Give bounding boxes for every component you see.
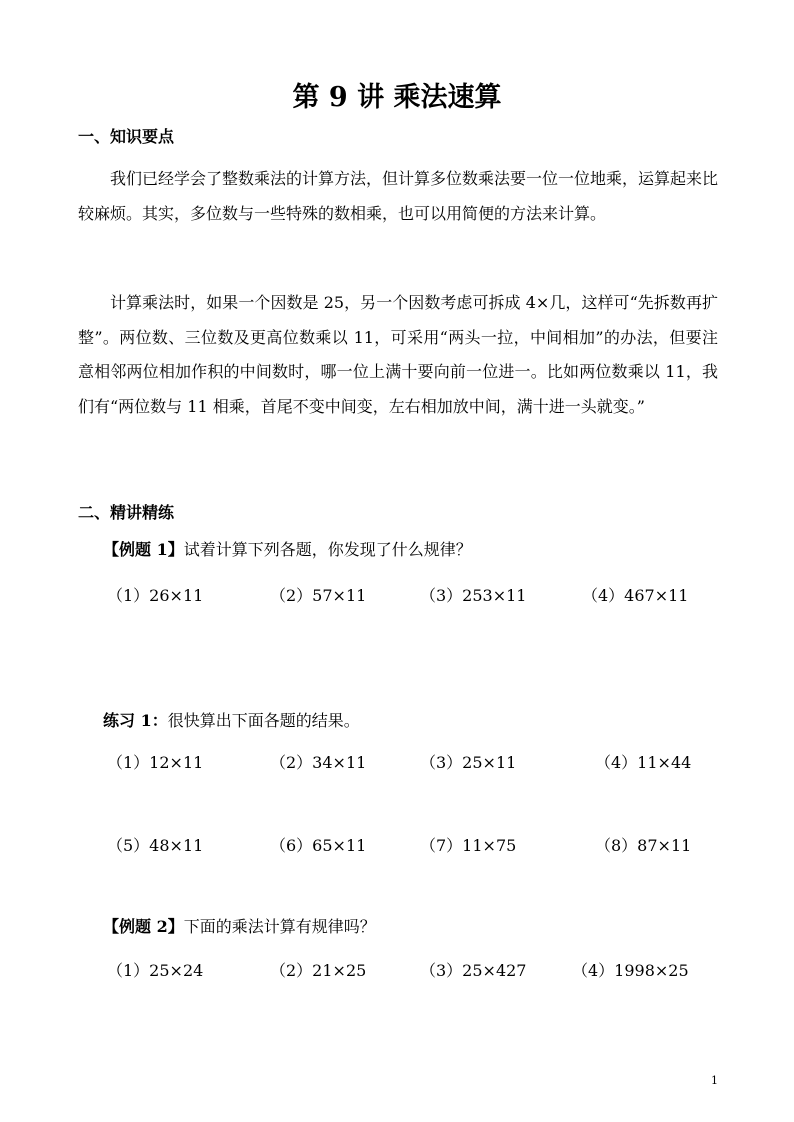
practice-1-text: 很快算出下面各题的结果。 bbox=[167, 711, 360, 730]
example-2-problem: （4）1998×25 bbox=[572, 961, 689, 980]
example-1-problem: （2）57×11 bbox=[270, 586, 367, 605]
practice-1-problems-row-2 bbox=[0, 835, 794, 859]
example-1-problem: （3）253×11 bbox=[420, 586, 527, 605]
practice-1-problem: （5）48×11 bbox=[107, 836, 204, 855]
practice-1-problems-row-1 bbox=[0, 752, 794, 776]
example-2-problem: （2）21×25 bbox=[270, 961, 367, 980]
example-2-prompt bbox=[103, 916, 376, 938]
page-number: 1 bbox=[711, 1074, 718, 1087]
example-1-text: 试着计算下列各题，你发现了什么规律？ bbox=[183, 540, 472, 559]
practice-1-problem: （1）12×11 bbox=[107, 753, 204, 772]
example-1-problem: （4）467×11 bbox=[582, 586, 689, 605]
practice-1-problem: （6）65×11 bbox=[270, 836, 367, 855]
example-1-problems bbox=[0, 585, 794, 609]
example-2-text: 下面的乘法计算有规律吗？ bbox=[183, 917, 376, 936]
section-heading-practice: 二、精讲精练 bbox=[78, 503, 175, 522]
example-2-tag: 【例题 2】 bbox=[103, 917, 184, 936]
paragraph-method: 计算乘法时，如果一个因数是 25，另一个因数考虑可拆成 4×几，这样可“先拆数再扩整”。两位数、三位数及更高位数乘以 11，可采用“两头一拉，中间相加”的办法，但要注意相邻两位相加作积的中间数时，哪一位上满十要向前一位进一。比如两位数乘以 11，我们有“两位数与 11 相乘，首尾不变中间变，左右相加放中间，满十进一头就变。” bbox=[78, 293, 718, 416]
practice-1-problem: （7）11×75 bbox=[420, 836, 517, 855]
practice-1-prompt bbox=[103, 710, 360, 732]
practice-1-problem: （3）25×11 bbox=[420, 753, 517, 772]
page-title: 第 9 讲 乘法速算 bbox=[292, 82, 502, 113]
section-heading-knowledge: 一、知识要点 bbox=[78, 127, 175, 146]
practice-1-tag: 练习 1： bbox=[103, 711, 168, 730]
example-1-problem: （1）26×11 bbox=[107, 586, 204, 605]
practice-1-problem: （4）11×44 bbox=[595, 753, 692, 772]
paragraph-intro: 我们已经学会了整数乘法的计算方法，但计算多位数乘法要一位一位地乘，运算起来比较麻烦。其实，多位数与一些特殊的数相乘，也可以用简便的方法来计算。 bbox=[78, 169, 719, 223]
example-2-problem: （3）25×427 bbox=[420, 961, 527, 980]
practice-1-problem: （2）34×11 bbox=[270, 753, 367, 772]
example-2-problem: （1）25×24 bbox=[107, 961, 204, 980]
example-1-tag: 【例题 1】 bbox=[103, 540, 184, 559]
practice-1-problem: （8）87×11 bbox=[595, 836, 692, 855]
example-2-problems bbox=[0, 960, 794, 984]
example-1-prompt bbox=[103, 539, 472, 561]
